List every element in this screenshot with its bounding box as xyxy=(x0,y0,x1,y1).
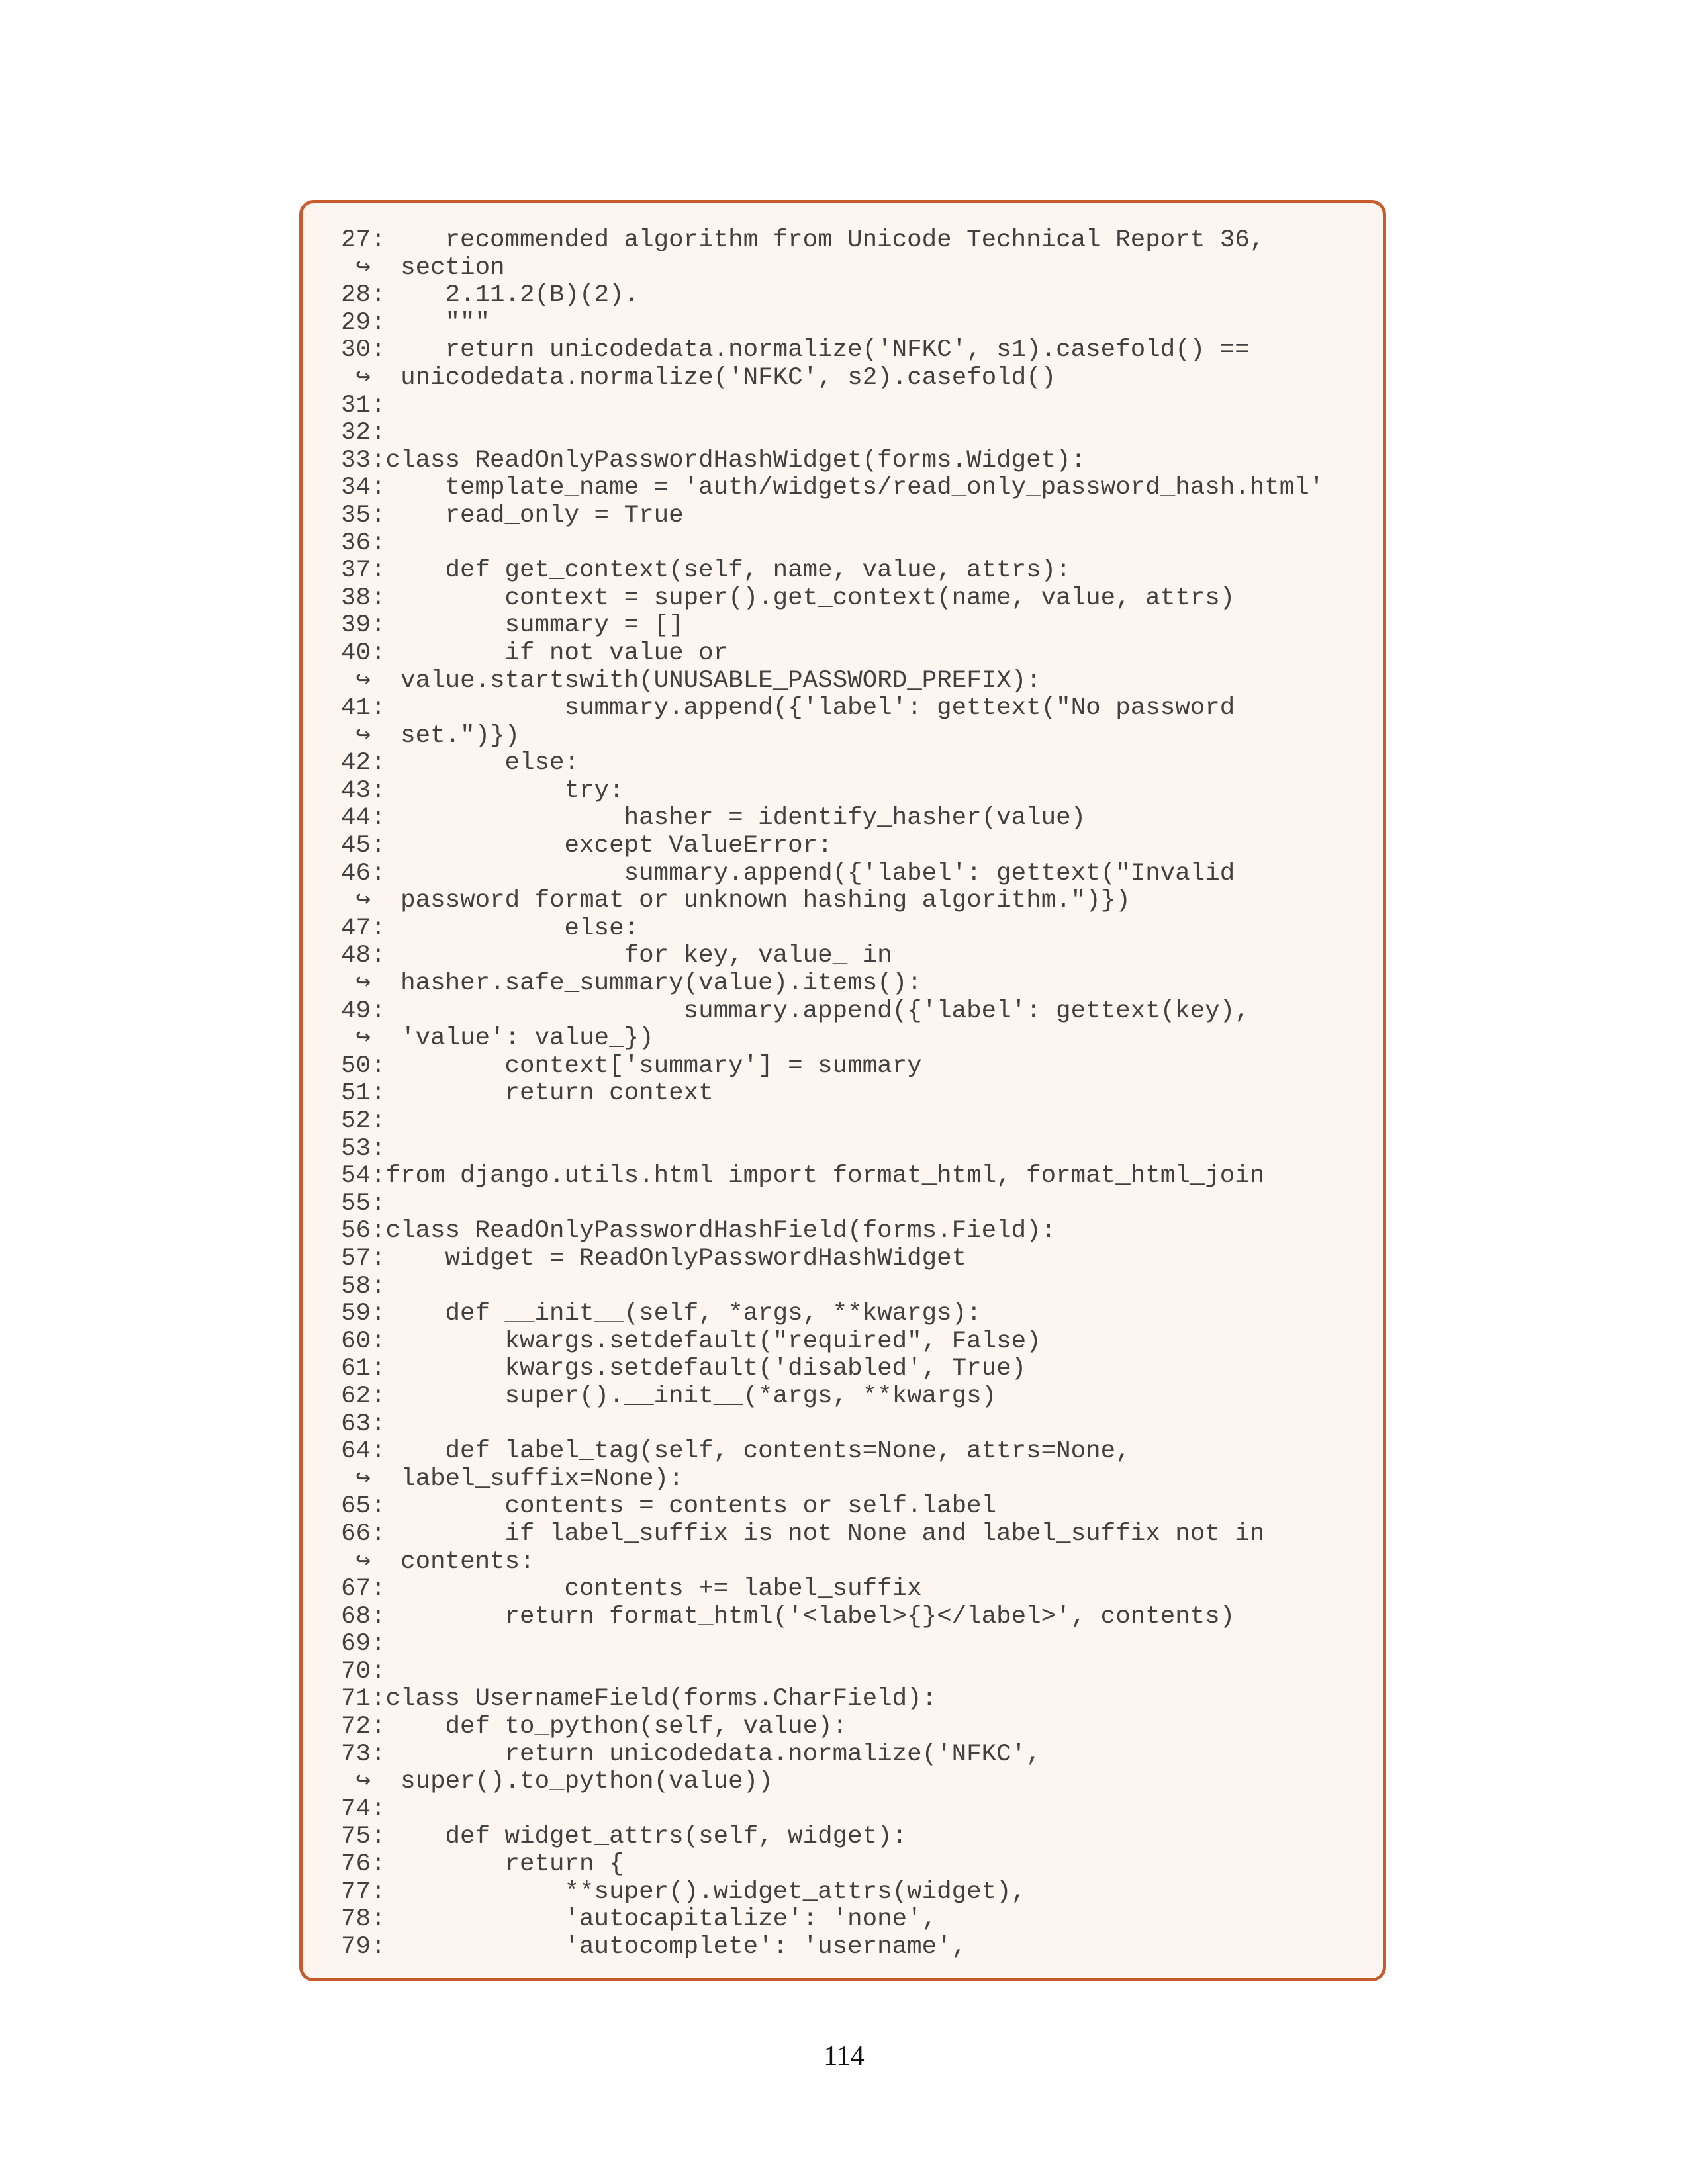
code-line: 44: hasher = identify_hasher(value) xyxy=(341,804,1086,833)
code-line: 75: def widget_attrs(self, widget): xyxy=(341,1823,908,1851)
code-listing-box xyxy=(299,200,1386,1981)
code-line: 56:class ReadOnlyPasswordHashField(forms.Field): xyxy=(341,1217,1056,1246)
code-line: 35: read_only = True xyxy=(341,501,684,529)
code-block xyxy=(341,227,1324,1961)
code-line: 37: def get_context(self, name, value, attrs): xyxy=(341,557,1071,585)
code-line: 79: 'autocomplete': 'username', xyxy=(341,1933,967,1961)
code-line: 62: super().__init__(*args, **kwargs) xyxy=(341,1382,997,1410)
code-line: 70: xyxy=(341,1657,386,1686)
code-line: 58: xyxy=(341,1272,386,1300)
code-line: 45: except ValueError: xyxy=(341,832,833,860)
code-line: 29: """ xyxy=(341,308,491,337)
code-line: 50: context['summary'] = summary xyxy=(341,1052,922,1080)
code-line: 55: xyxy=(341,1189,386,1218)
code-line: 72: def to_python(self, value): xyxy=(341,1713,848,1741)
code-line: ↪ label_suffix=None): xyxy=(341,1465,684,1493)
code-line: 53: xyxy=(341,1134,386,1163)
code-line: 57: widget = ReadOnlyPasswordHashWidget xyxy=(341,1244,967,1273)
code-line: 68: return format_html('<label>{}</label>', contents) xyxy=(341,1602,1235,1631)
code-line: 52: xyxy=(341,1107,386,1135)
code-line: 49: summary.append({'label': gettext(key), xyxy=(341,997,1250,1025)
code-line: 47: else: xyxy=(341,914,639,942)
code-line: 71:class UsernameField(forms.CharField): xyxy=(341,1685,937,1713)
code-line: ↪ password format or unknown hashing algorithm.")}) xyxy=(341,887,1131,915)
code-line: ↪ unicodedata.normalize('NFKC', s2).casefold() xyxy=(341,363,1056,392)
code-line: ↪ hasher.safe_summary(value).items(): xyxy=(341,970,922,998)
code-line: 74: xyxy=(341,1795,386,1823)
code-line: 73: return unicodedata.normalize('NFKC', xyxy=(341,1740,1041,1768)
code-line: 67: contents += label_suffix xyxy=(341,1575,922,1604)
code-line: 78: 'autocapitalize': 'none', xyxy=(341,1905,937,1934)
code-line: 30: return unicodedata.normalize('NFKC', s1).casefold() == xyxy=(341,336,1250,365)
code-line: 76: return { xyxy=(341,1850,624,1879)
code-line: 51: return context xyxy=(341,1079,714,1108)
code-line: ↪ section xyxy=(341,253,505,282)
code-line: 43: try: xyxy=(341,776,624,805)
code-line: 34: template_name = 'auth/widgets/read_only_password_hash.html' xyxy=(341,474,1325,502)
code-line: 27: recommended algorithm from Unicode Technical Report 36, xyxy=(341,226,1265,254)
code-line: 69: xyxy=(341,1630,386,1659)
code-line: 59: def __init__(self, *args, **kwargs): xyxy=(341,1300,982,1328)
code-line: 54:from django.utils.html import format_html, format_html_join xyxy=(341,1162,1265,1191)
code-line: 32: xyxy=(341,419,386,447)
code-line: 41: summary.append({'label': gettext("No password xyxy=(341,694,1235,723)
code-line: 28: 2.11.2(B)(2). xyxy=(341,281,639,310)
code-line: 65: contents = contents or self.label xyxy=(341,1492,997,1521)
code-line: 63: xyxy=(341,1410,386,1438)
code-line: ↪ contents: xyxy=(341,1547,535,1576)
code-line: ↪ super().to_python(value)) xyxy=(341,1768,773,1796)
code-line: 46: summary.append({'label': gettext("Invalid xyxy=(341,859,1235,887)
code-line: 77: **super().widget_attrs(widget), xyxy=(341,1878,1027,1906)
code-line: 64: def label_tag(self, contents=None, attrs=None, xyxy=(341,1437,1131,1466)
code-line: 48: for key, value_ in xyxy=(341,942,892,970)
page-number: 114 xyxy=(823,2041,865,2071)
code-line: 40: if not value or xyxy=(341,639,729,667)
code-line: 42: else: xyxy=(341,749,580,778)
code-line: 31: xyxy=(341,391,386,420)
code-line: 39: summary = [] xyxy=(341,612,684,640)
code-line: 38: context = super().get_context(name, value, attrs) xyxy=(341,584,1235,612)
code-line: 36: xyxy=(341,529,386,557)
code-line: ↪ set.")}) xyxy=(341,721,520,750)
code-line: 66: if label_suffix is not None and label_suffix not in xyxy=(341,1520,1265,1548)
code-line: 33:class ReadOnlyPasswordHashWidget(forms.Widget): xyxy=(341,446,1086,475)
code-line: 61: kwargs.setdefault('disabled', True) xyxy=(341,1355,1027,1383)
code-line: 60: kwargs.setdefault("required", False) xyxy=(341,1327,1041,1355)
code-line: ↪ value.startswith(UNUSABLE_PASSWORD_PREFIX): xyxy=(341,666,1041,695)
code-line: ↪ 'value': value_}) xyxy=(341,1024,654,1053)
